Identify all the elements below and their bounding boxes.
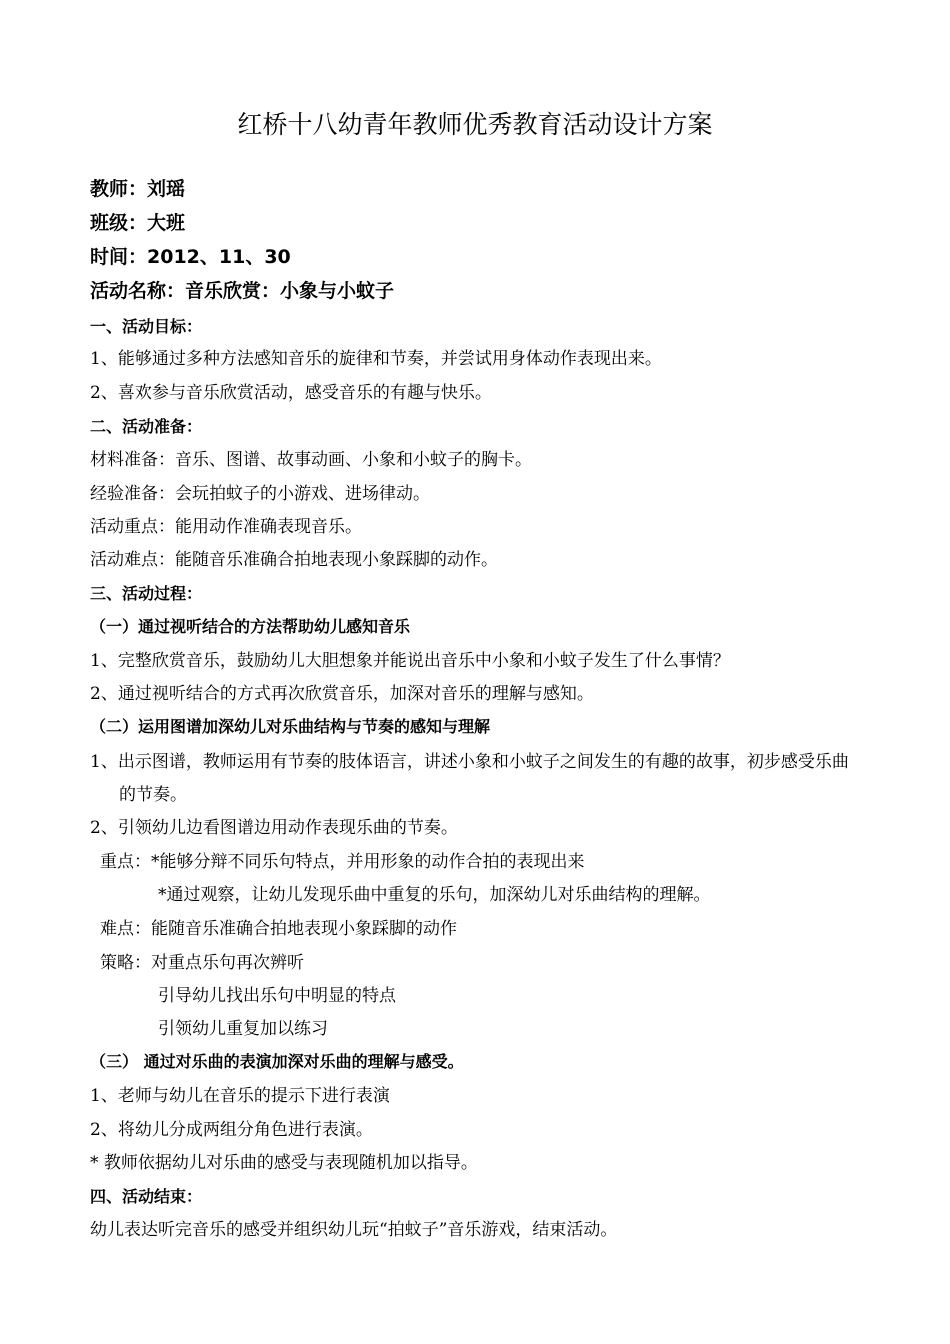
- key-point-line: [100, 849, 585, 875]
- difficulty-label: 难点：: [100, 919, 151, 939]
- section-process-heading: 三、活动过程：: [90, 584, 203, 603]
- process-item: * 教师依据幼儿对乐曲的感受与表现随机加以指导。: [90, 1153, 478, 1173]
- prep-item: 经验准备：会玩拍蚊子的小游戏、进场律动。: [90, 484, 430, 504]
- process-item: 1、完整欣赏音乐，鼓励幼儿大胆想象并能说出音乐中小象和小蚊子发生了什么事情？: [90, 651, 730, 671]
- prep-item: 材料准备：音乐、图谱、故事动画、小象和小蚊子的胸卡。: [90, 450, 532, 470]
- difficulty-text: 能随音乐准确合拍地表现小象踩脚的动作: [151, 919, 457, 939]
- section-end-heading: 四、活动结束：: [90, 1187, 203, 1206]
- prep-item: 活动难点：能随音乐准确合拍地表现小象踩脚的动作。: [90, 550, 498, 570]
- class-line: 班级：大班: [90, 212, 186, 234]
- strategy-text: 对重点乐句再次辨听: [151, 953, 304, 973]
- section-prep-heading: 二、活动准备：: [90, 417, 203, 436]
- strategy-label: 策略：: [100, 953, 151, 973]
- process-item: 2、引领幼儿边看图谱边用动作表现乐曲的节奏。: [90, 818, 458, 838]
- process-item: 2、将幼儿分成两组分角色进行表演。: [90, 1120, 373, 1140]
- key-point-label: 重点：: [100, 852, 151, 872]
- key-point-text: *通过观察，让幼儿发现乐曲中重复的乐句，加深幼儿对乐曲结构的理解。: [158, 885, 711, 905]
- goal-item: 2、喜欢参与音乐欣赏活动，感受音乐的有趣与快乐。: [90, 383, 492, 403]
- difficulty-line: [100, 916, 457, 942]
- prep-item: 活动重点：能用动作准确表现音乐。: [90, 517, 362, 537]
- goal-item: 1、能够通过多种方法感知音乐的旋律和节奏，并尝试用身体动作表现出来。: [90, 349, 662, 369]
- time-line: 时间：2012、11、30: [90, 246, 291, 268]
- process-part1-heading: （一）通过视听结合的方法帮助幼儿感知音乐: [90, 617, 411, 636]
- process-part2-heading: （二）运用图谱加深幼儿对乐曲结构与节奏的感知与理解: [90, 717, 491, 736]
- key-point-text: *能够分辩不同乐句特点，并用形象的动作合拍的表现出来: [151, 852, 585, 872]
- strategy-text: 引领幼儿重复加以练习: [158, 1019, 328, 1039]
- section-goals-heading: 一、活动目标：: [90, 317, 203, 336]
- process-item: 1、出示图谱，教师运用有节奏的肢体语言，讲述小象和小蚊子之间发生的有趣的故事，初步感受乐曲的节奏。: [90, 752, 849, 805]
- process-item: 2、通过视听结合的方式再次欣赏音乐，加深对音乐的理解与感知。: [90, 684, 594, 704]
- activity-name-line: 活动名称：音乐欣赏：小象与小蚊子: [90, 280, 395, 302]
- process-part3-heading: （三） 通过对乐曲的表演加深对乐曲的理解与感受。: [90, 1052, 464, 1071]
- document-title: 红桥十八幼青年教师优秀教育活动设计方案: [237, 110, 713, 139]
- strategy-line: [100, 950, 304, 976]
- strategy-text: 引导幼儿找出乐句中明显的特点: [158, 986, 396, 1006]
- end-item: 幼儿表达听完音乐的感受并组织幼儿玩“拍蚊子”音乐游戏，结束活动。: [90, 1220, 618, 1240]
- process-item: 1、老师与幼儿在音乐的提示下进行表演: [90, 1086, 390, 1106]
- teacher-line: 教师：刘瑶: [90, 178, 186, 200]
